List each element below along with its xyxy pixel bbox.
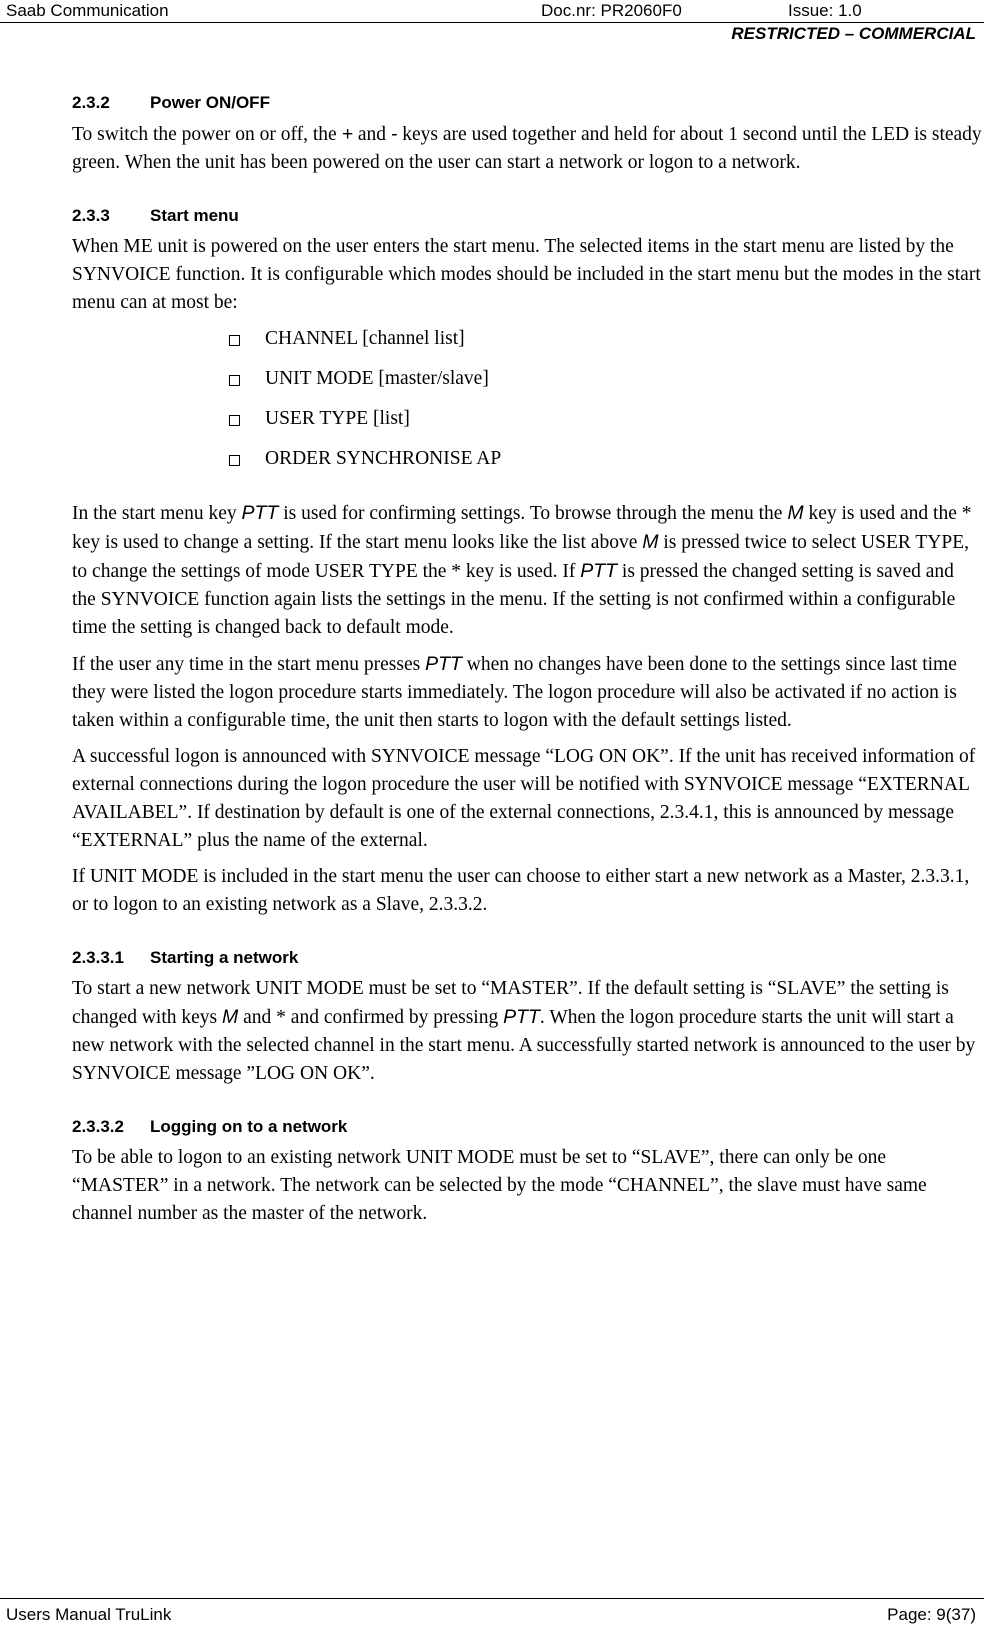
section-title: Starting a network bbox=[150, 948, 299, 967]
section-title: Power ON/OFF bbox=[150, 93, 270, 112]
list-item bbox=[229, 445, 982, 485]
section-title: Logging on to a network bbox=[150, 1117, 348, 1136]
text-run: is pressed twice to select USER TYPE, to change the settings of mode USER TYPE the * key is used. If bbox=[72, 532, 970, 582]
text-run: and bbox=[352, 124, 391, 145]
footer-page-number: Page: 9(37) bbox=[887, 1605, 976, 1624]
section-heading-2-3-3 bbox=[72, 205, 982, 227]
ptt-key: PTT bbox=[241, 502, 279, 524]
text-run: and * and confirmed by pressing bbox=[238, 1007, 504, 1028]
checkbox-bullet-icon bbox=[229, 375, 240, 386]
list-item-label: ORDER SYNCHRONISE AP bbox=[265, 448, 502, 469]
section-title: Start menu bbox=[150, 206, 239, 225]
list-item-label: CHANNEL [channel list] bbox=[265, 328, 465, 349]
text-run: keys are used together and held for about 1 second until the LED is steady green. When the unit has been powered on the user can start a network or logon to a network. bbox=[72, 124, 982, 173]
section-heading-2-3-2 bbox=[72, 92, 982, 114]
paragraph bbox=[72, 650, 982, 735]
plus-key: + bbox=[341, 123, 353, 145]
section-number: 2.3.3 bbox=[72, 206, 110, 225]
paragraph: A successful logon is announced with SYNVOICE message “LOG ON OK”. If the unit has received information of external connections during the logon procedure the user will be notified with SYNVOICE message “EXTERNAL AVAILABEL”. If destination by default is one of the external connections, 2.3.4.1, this is announced by message “EXTERNAL” plus the name of the external. bbox=[72, 746, 976, 851]
section-heading-2-3-3-2 bbox=[72, 1116, 982, 1138]
ptt-key: PTT bbox=[503, 1006, 540, 1028]
text-run: In the start menu key bbox=[72, 503, 242, 524]
minus-key: - bbox=[390, 123, 398, 145]
list-item-label: UNIT MODE [master/slave] bbox=[265, 368, 489, 389]
section-number: 2.3.3.1 bbox=[72, 948, 124, 967]
m-key: M bbox=[642, 531, 659, 553]
document-body bbox=[72, 92, 982, 1236]
list-item bbox=[229, 325, 982, 365]
paragraph bbox=[72, 499, 982, 642]
paragraph: To be able to logon to an existing network UNIT MODE must be set to “SLAVE”, there can only be one “MASTER” in a network. The network can be selected by the mode “CHANNEL”, the slave must have same channel number as the master of the network. bbox=[72, 1147, 927, 1224]
ptt-key: PTT bbox=[425, 653, 462, 675]
section-number: 2.3.2 bbox=[72, 93, 110, 112]
checkbox-bullet-icon bbox=[229, 335, 240, 346]
text-run: is pressed the changed setting is saved and the SYNVOICE function again lists the settings in the menu. If the setting is not confirmed within a configurable time the setting is changed back to default mode. bbox=[72, 561, 956, 638]
text-run: If the user any time in the start menu presses bbox=[72, 654, 426, 675]
checkbox-bullet-icon bbox=[229, 455, 240, 466]
list-item bbox=[229, 365, 982, 405]
text-run: To start a new network UNIT MODE must be set to “MASTER”. If the default setting is “SLAVE” the setting is changed with keys bbox=[72, 978, 949, 1028]
m-key: M bbox=[222, 1006, 239, 1028]
classification-label: RESTRICTED – COMMERCIAL bbox=[731, 24, 976, 43]
text-run: To switch the power on or off, the bbox=[72, 124, 342, 145]
list-item-label: USER TYPE [list] bbox=[265, 408, 410, 429]
text-run: when no changes have been done to the settings since last time they were listed the logon procedure starts immediately. The logon procedure will also be activated if no action is taken within a configurable time, the unit then starts to logon with the default settings listed. bbox=[72, 654, 957, 731]
text-run: . When the logon procedure starts the unit will start a new network with the selected channel in the start menu. A successfully started network is announced to the user by SYNVOICE message ”LOG ON OK”. bbox=[72, 1007, 976, 1084]
paragraph: If UNIT MODE is included in the start menu the user can choose to either start a new network as a Master, 2.3.3.1, or to logon to an existing network as a Slave, 2.3.3.2. bbox=[72, 866, 970, 915]
section-number: 2.3.3.2 bbox=[72, 1117, 124, 1136]
ptt-key: PTT bbox=[580, 560, 618, 582]
page-footer bbox=[0, 1598, 984, 1631]
paragraph bbox=[72, 120, 982, 177]
header-doc-nr: Doc.nr: PR2060F0 bbox=[541, 1, 682, 20]
header-company: Saab Communication bbox=[6, 1, 169, 20]
list-item bbox=[229, 405, 982, 445]
paragraph bbox=[72, 975, 982, 1088]
section-heading-2-3-3-1 bbox=[72, 947, 982, 969]
text-run: key is used and the * key is used to change a setting. If the start menu looks like the list above bbox=[72, 503, 972, 553]
header-issue: Issue: 1.0 bbox=[788, 1, 862, 20]
checkbox-bullet-icon bbox=[229, 415, 240, 426]
start-menu-list bbox=[72, 325, 982, 485]
paragraph: When ME unit is powered on the user enters the start menu. The selected items in the start menu are listed by the SYNVOICE function. It is configurable which modes should be included in the start menu but the modes in the start menu can at most be: bbox=[72, 236, 981, 313]
page-header bbox=[0, 0, 984, 23]
m-key: M bbox=[787, 502, 804, 524]
footer-manual-title: Users Manual TruLink bbox=[6, 1605, 172, 1624]
text-run: is used for confirming settings. To browse through the menu the bbox=[278, 503, 788, 524]
